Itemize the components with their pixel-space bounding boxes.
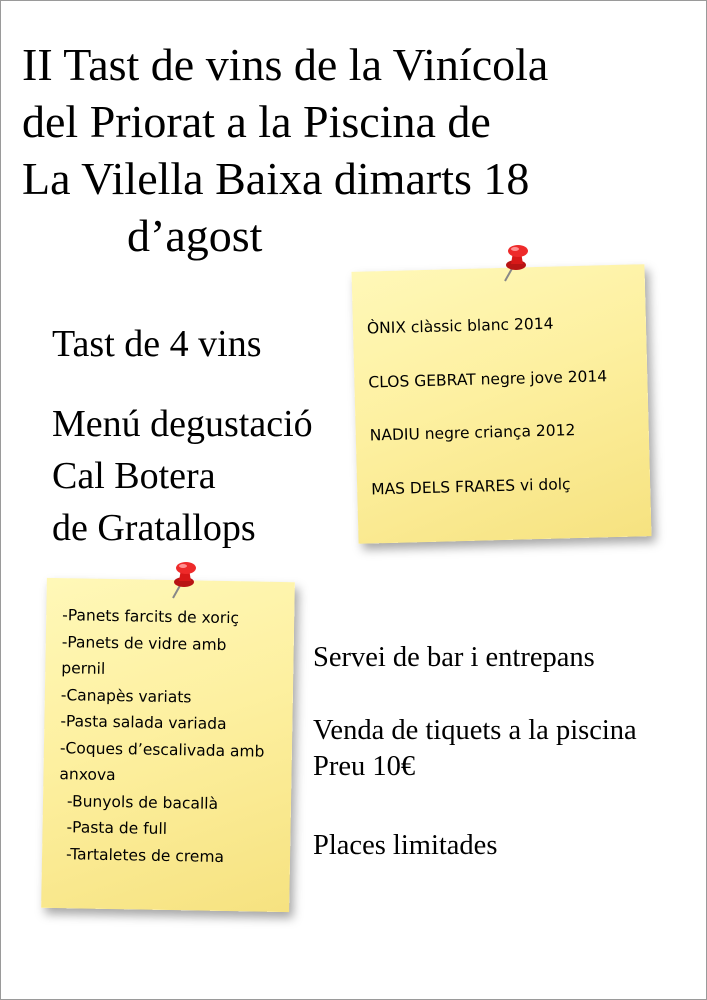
wine-sticky-note [351,264,651,544]
menu-line-2: Cal Botera [52,455,216,497]
food-item: -Panets de vidre amb [61,632,227,654]
bar-service-text: Servei de bar i entrepans [313,642,595,673]
food-item: -Canapès variats [60,685,192,706]
ticket-sales-text: Venda de tiquets a la piscina [313,715,637,746]
food-item: pernil [61,659,106,678]
wine-list [367,313,611,533]
food-item: -Tartaletes de crema [65,844,225,866]
tasting-heading: Tast de 4 vins [52,323,262,365]
price-text: Preu 10€ [313,751,416,782]
food-list [58,602,267,871]
food-item: -Bunyols de bacallà [66,791,219,813]
pushpin-icon [168,560,202,600]
menu-line-3: de Gratallops [52,507,256,549]
food-item: -Coques d’escalivada amb [59,738,265,761]
food-item: -Pasta de full [66,818,168,838]
wine-item: ÒNIX clàssic blanc 2014 [366,314,554,338]
food-sticky-note [41,578,295,912]
title-line-1: II Tast de vins de la Vinícola [22,39,549,90]
pushpin-icon [500,243,534,283]
menu-line-1: Menú degustació [52,403,313,445]
title-line-2: del Priorat a la Piscina de [22,96,491,147]
page-title [22,36,702,264]
food-item: anxova [59,765,116,785]
limited-places-text: Places limitades [313,830,498,861]
title-line-4: d’agost [127,210,263,261]
food-item: -Pasta salada variada [60,712,227,734]
food-item: -Panets farcits de xoriç [62,606,240,628]
wine-item: NADIU negre criança 2012 [369,421,576,445]
wine-item: CLOS GEBRAT negre jove 2014 [368,366,608,391]
menu-heading [52,398,313,554]
title-line-3: La Vilella Baixa dimarts 18 [22,153,530,204]
wine-item: MAS DELS FRARES vi dolç [370,474,571,498]
